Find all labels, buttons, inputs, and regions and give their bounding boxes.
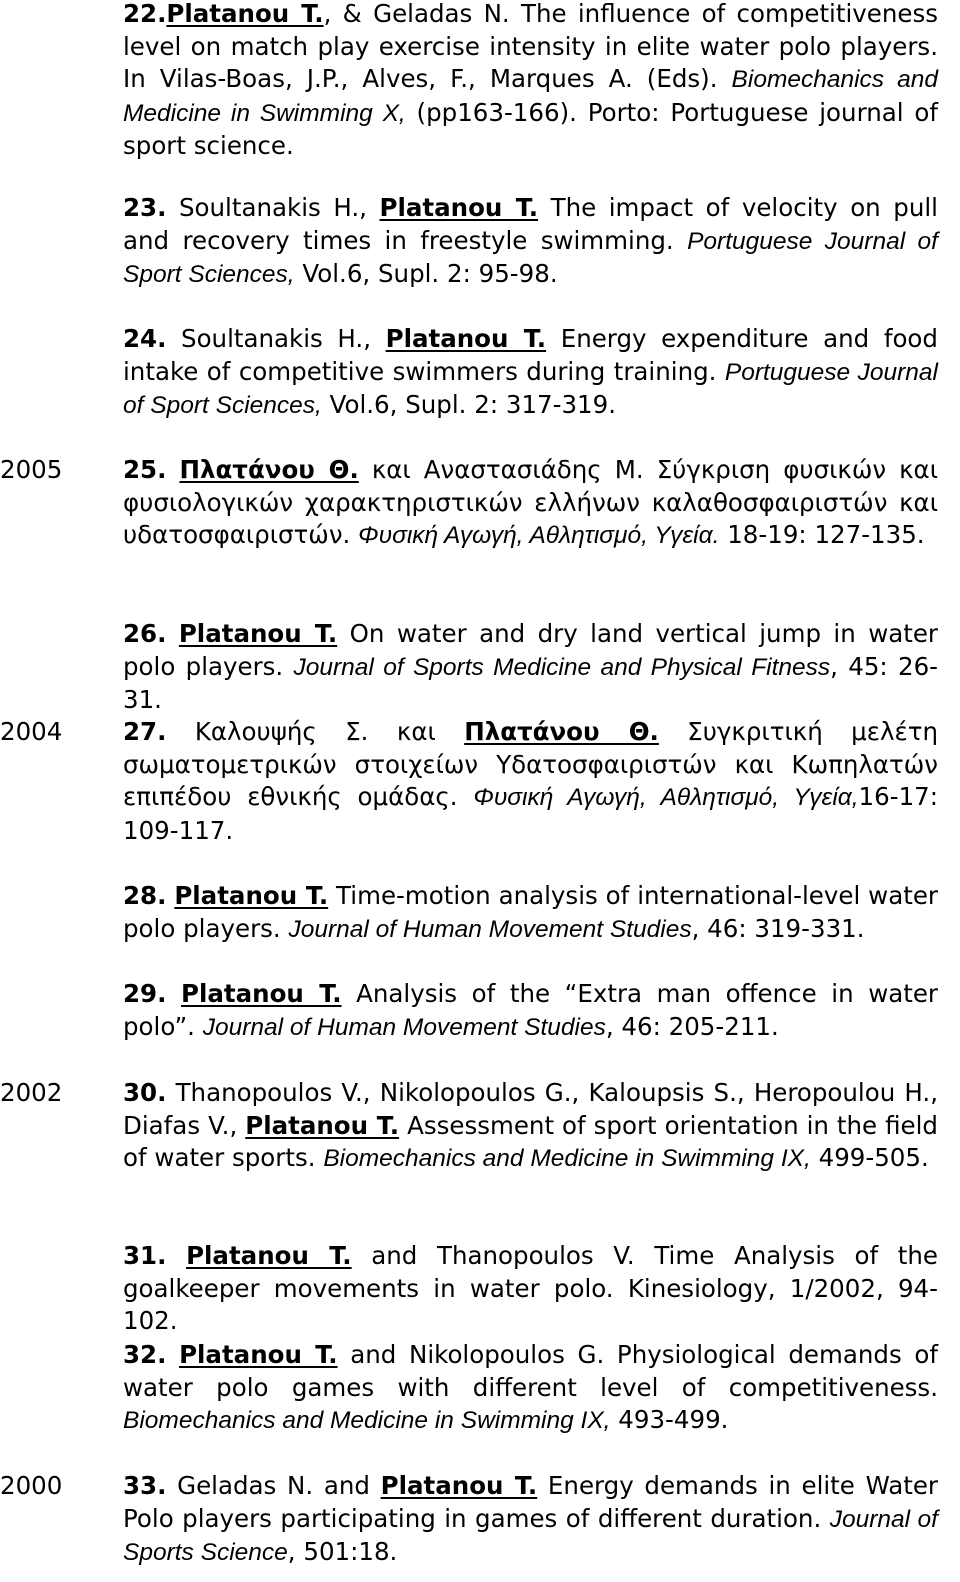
citation-text: Time-motion analysis of international-level water polo players.	[123, 881, 938, 943]
highlighted-author: Πλατάνου Θ.	[464, 717, 659, 746]
journal-title: Biomechanics and Medicine in Swimming X,	[123, 66, 939, 127]
publication-entry	[123, 0, 938, 163]
year-label: 2004	[0, 717, 63, 746]
publication-entry	[123, 1077, 938, 1176]
citation-text: Analysis of the “Extra man offence in water polo”.	[123, 979, 938, 1041]
highlighted-author: Platanou T.	[178, 619, 338, 648]
citation-text	[166, 1340, 179, 1369]
highlighted-author: Platanou T.	[181, 979, 342, 1008]
journal-title: Journal of Human Movement Studies	[202, 1013, 606, 1041]
citation-text: Soultanakis H.,	[166, 324, 386, 353]
citation-text: Thanopoulos V., Nikolopoulos G., Kaloupsis S., Heropoulou H., Diafas V.,	[123, 1078, 938, 1140]
publication-entry	[123, 618, 938, 717]
citation-text: (pp163-166). Porto: Portuguese journal of sport science.	[123, 97, 938, 161]
entry-number: 33.	[123, 1471, 167, 1500]
citation-text: Assessment of sport orientation in the field of water sports.	[123, 1110, 938, 1173]
highlighted-author: Platanou T.	[179, 1340, 338, 1369]
citation-text: Geladas N. and	[166, 1471, 381, 1500]
citation-text: Vol.6, Supl. 2: 317-319.	[321, 390, 617, 420]
journal-title: Portuguese Journal of Sport Sciences,	[123, 227, 938, 289]
publication-entry	[123, 880, 938, 946]
publication-entry	[123, 192, 938, 292]
publication-entry	[123, 323, 938, 423]
citation-text: 18-19: 127-135.	[719, 520, 925, 550]
citation-text: Energy expenditure and food intake of competitive swimmers during training.	[123, 324, 938, 386]
year-label: 2002	[0, 1078, 63, 1107]
citation-text: Soultanakis H.,	[166, 193, 380, 222]
citation-text: , 501:18.	[287, 1537, 398, 1567]
entry-number: 32.	[123, 1340, 167, 1369]
citation-text: On water and dry land vertical jump in water polo players.	[123, 619, 938, 681]
citation-text: και Αναστασιάδης Μ. Σύγκριση φυσικών και φυσιολογικών χαρακτηριστικών ελλήνων καλαθοσφαιριστών και υδατοσφαιριστών.	[123, 455, 938, 550]
citation-text: The impact of velocity on pull and recovery times in freestyle swimming.	[123, 193, 938, 255]
citation-text	[166, 619, 178, 648]
journal-title: Portuguese Journal of Sport Sciences,	[123, 358, 938, 420]
entry-number: 25.	[123, 455, 167, 484]
entry-number: 29.	[123, 979, 167, 1008]
citation-text: Vol.6, Supl. 2: 95-98.	[294, 259, 558, 289]
highlighted-author: Platanou T.	[385, 324, 547, 353]
publication-entry	[123, 454, 938, 553]
citation-text: , 46: 319-331.	[691, 913, 865, 943]
citation-text: Καλουψής Σ. και	[166, 717, 465, 746]
highlighted-author: Πλατάνου Θ.	[179, 455, 359, 484]
entry-number: 23.	[123, 193, 167, 222]
entry-number: 26.	[123, 619, 167, 648]
citation-text: Συγκριτική μελέτη σωματομετρικών στοιχείων Υδατοσφαιριστών και Κωπηλατών επιπέδου εθνικής ομάδας.	[123, 717, 938, 812]
citation-text: 493-499.	[610, 1405, 729, 1435]
journal-title: Journal of Sports Science	[123, 1505, 938, 1567]
publication-entry	[123, 1470, 938, 1570]
year-label: 2005	[0, 455, 63, 484]
citation-text: and Nikolopoulos G. Physiological demands of water polo games with different level of competitiveness.	[123, 1340, 938, 1402]
citation-text	[166, 1241, 186, 1270]
journal-title: Biomechanics and Medicine in Swimming IX,	[323, 1145, 811, 1173]
entry-number: 31.	[123, 1241, 167, 1270]
highlighted-author: Platanou T.	[174, 881, 329, 910]
journal-title: Φυσική Αγωγή, Αθλητισμό, Υγεία,	[473, 784, 859, 812]
citation-text: Energy demands in elite Water Polo players participating in games of different duration.	[123, 1471, 938, 1533]
year-label: 2000	[0, 1471, 63, 1500]
publication-entry	[123, 1240, 938, 1338]
journal-title: Journal of Sports Medicine and Physical Fitness	[293, 653, 831, 681]
journal-title: Φυσική Αγωγή, Αθλητισμό, Υγεία.	[358, 522, 720, 550]
citation-text: 499-505.	[810, 1143, 929, 1173]
entry-number: 28.	[123, 881, 167, 910]
entry-number: 24.	[123, 324, 167, 353]
highlighted-author: Platanou T.	[166, 0, 324, 28]
citation-text	[166, 455, 179, 484]
highlighted-author: Platanou T.	[379, 193, 539, 222]
citation-text: , 46: 205-211.	[605, 1011, 779, 1041]
journal-title: Journal of Human Movement Studies	[288, 915, 692, 943]
highlighted-author: Platanou T.	[186, 1241, 352, 1270]
citation-text: , & Geladas N. The influence of competitiveness level on match play exercise intensity in elite water polo players. In Vilas-Boas, J.P., Alves, F., Marques A. (Eds).	[123, 0, 938, 94]
citation-text: and Thanopoulos V. Time Analysis of the goalkeeper movements in water polo. Kinesiology, 1/2002, 94-102.	[123, 1241, 938, 1336]
highlighted-author: Platanou T.	[245, 1110, 400, 1140]
citation-text	[166, 979, 181, 1008]
entry-number: 30.	[123, 1078, 167, 1107]
publication-entry	[123, 716, 938, 847]
publication-entry	[123, 978, 938, 1044]
publication-entry	[123, 1339, 938, 1438]
entry-number: 22.	[123, 0, 167, 28]
journal-title: Biomechanics and Medicine in Swimming IX,	[123, 1407, 611, 1435]
highlighted-author: Platanou T.	[380, 1471, 538, 1500]
citation-text: 16-17: 109-117.	[123, 782, 938, 845]
entry-number: 27.	[123, 717, 167, 746]
citation-text: , 45: 26-31.	[123, 651, 939, 715]
